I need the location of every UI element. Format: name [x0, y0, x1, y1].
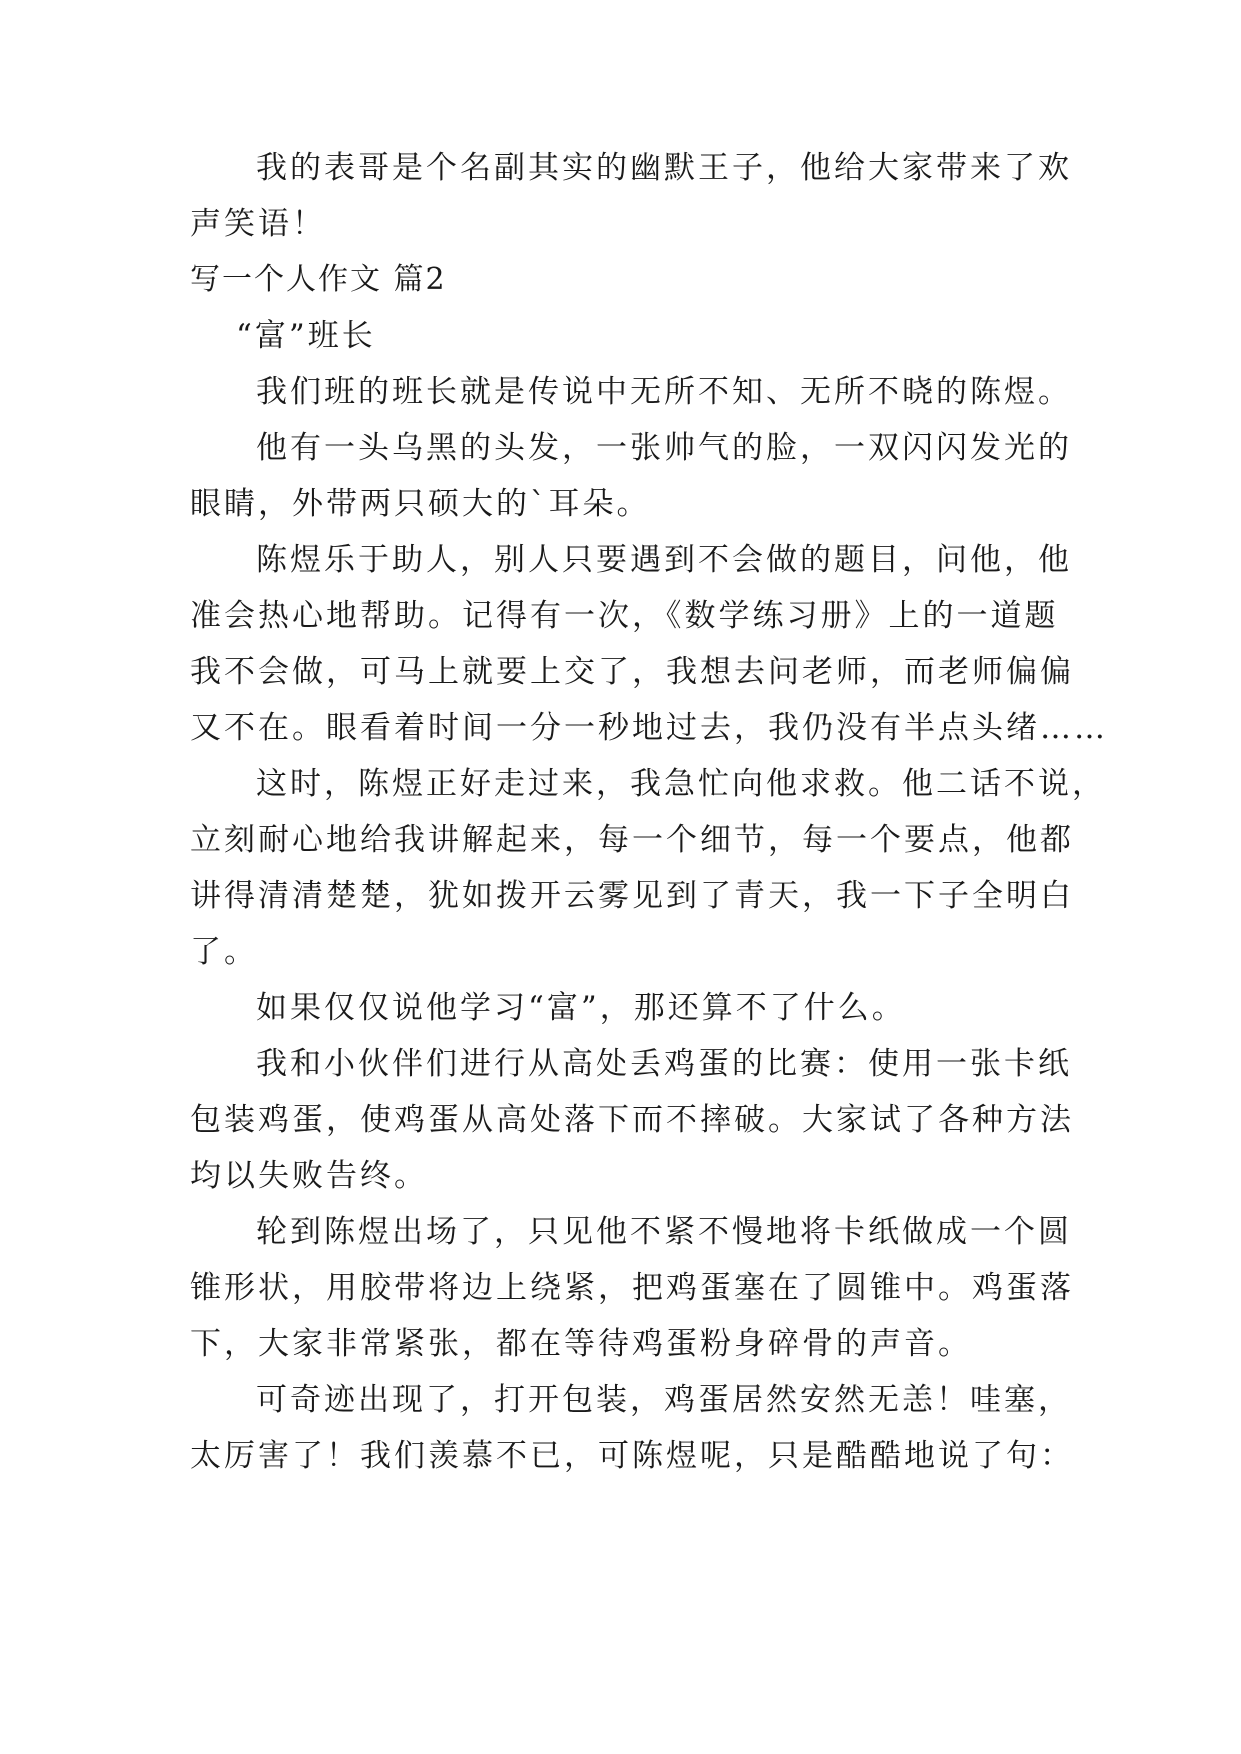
- essay-title: “富”班长: [236, 318, 376, 354]
- paragraph-line: 太厉害了！我们羡慕不已，可陈煜呢，只是酷酷地说了句：: [190, 1438, 1074, 1474]
- paragraph-line: 这时，陈煜正好走过来，我急忙向他求救。他二话不说，: [256, 766, 1106, 802]
- paragraph-line: 他有一头乌黑的头发，一张帅气的脸，一双闪闪发光的: [256, 430, 1072, 466]
- paragraph-line: 下，大家非常紧张，都在等待鸡蛋粉身碎骨的声音。: [190, 1326, 972, 1362]
- paragraph-line: 轮到陈煜出场了，只见他不紧不慢地将卡纸做成一个圆: [256, 1214, 1072, 1250]
- paragraph-line: 我的表哥是个名副其实的幽默王子，他给大家带来了欢: [256, 150, 1072, 186]
- paragraph-line: 立刻耐心地给我讲解起来，每一个细节，每一个要点，他都: [190, 822, 1074, 858]
- paragraph-line: 我们班的班长就是传说中无所不知、无所不晓的陈煜。: [256, 374, 1072, 410]
- paragraph-line: 锥形状，用胶带将边上绕紧，把鸡蛋塞在了圆锥中。鸡蛋落: [190, 1270, 1074, 1306]
- paragraph-line: 均以失败告终。: [190, 1158, 428, 1194]
- paragraph-line: 可奇迹出现了，打开包装，鸡蛋居然安然无恙！哇塞，: [256, 1382, 1072, 1418]
- paragraph-line: 如果仅仅说他学习“富”，那还算不了什么。: [256, 990, 906, 1026]
- paragraph-line: 又不在。眼看着时间一分一秒地过去，我仍没有半点头绪……: [190, 710, 1108, 746]
- paragraph-line: 眼睛，外带两只硕大的`耳朵。: [190, 486, 651, 522]
- paragraph-line: 包装鸡蛋，使鸡蛋从高处落下而不摔破。大家试了各种方法: [190, 1102, 1074, 1138]
- section-heading: 写一个人作文 篇2: [190, 262, 447, 297]
- paragraph-line: 了。: [190, 934, 258, 970]
- paragraph-line: 准会热心地帮助。记得有一次，《数学练习册》上的一道题: [190, 598, 1059, 634]
- paragraph-line: 陈煜乐于助人，别人只要遇到不会做的题目，问他，他: [256, 542, 1072, 578]
- paragraph-line: 声笑语！: [190, 206, 326, 242]
- paragraph-line: 我不会做，可马上就要上交了，我想去问老师，而老师偏偏: [190, 654, 1074, 690]
- paragraph-line: 讲得清清楚楚，犹如拨开云雾见到了青天，我一下子全明白: [190, 878, 1074, 914]
- paragraph-line: 我和小伙伴们进行从高处丢鸡蛋的比赛：使用一张卡纸: [256, 1046, 1072, 1082]
